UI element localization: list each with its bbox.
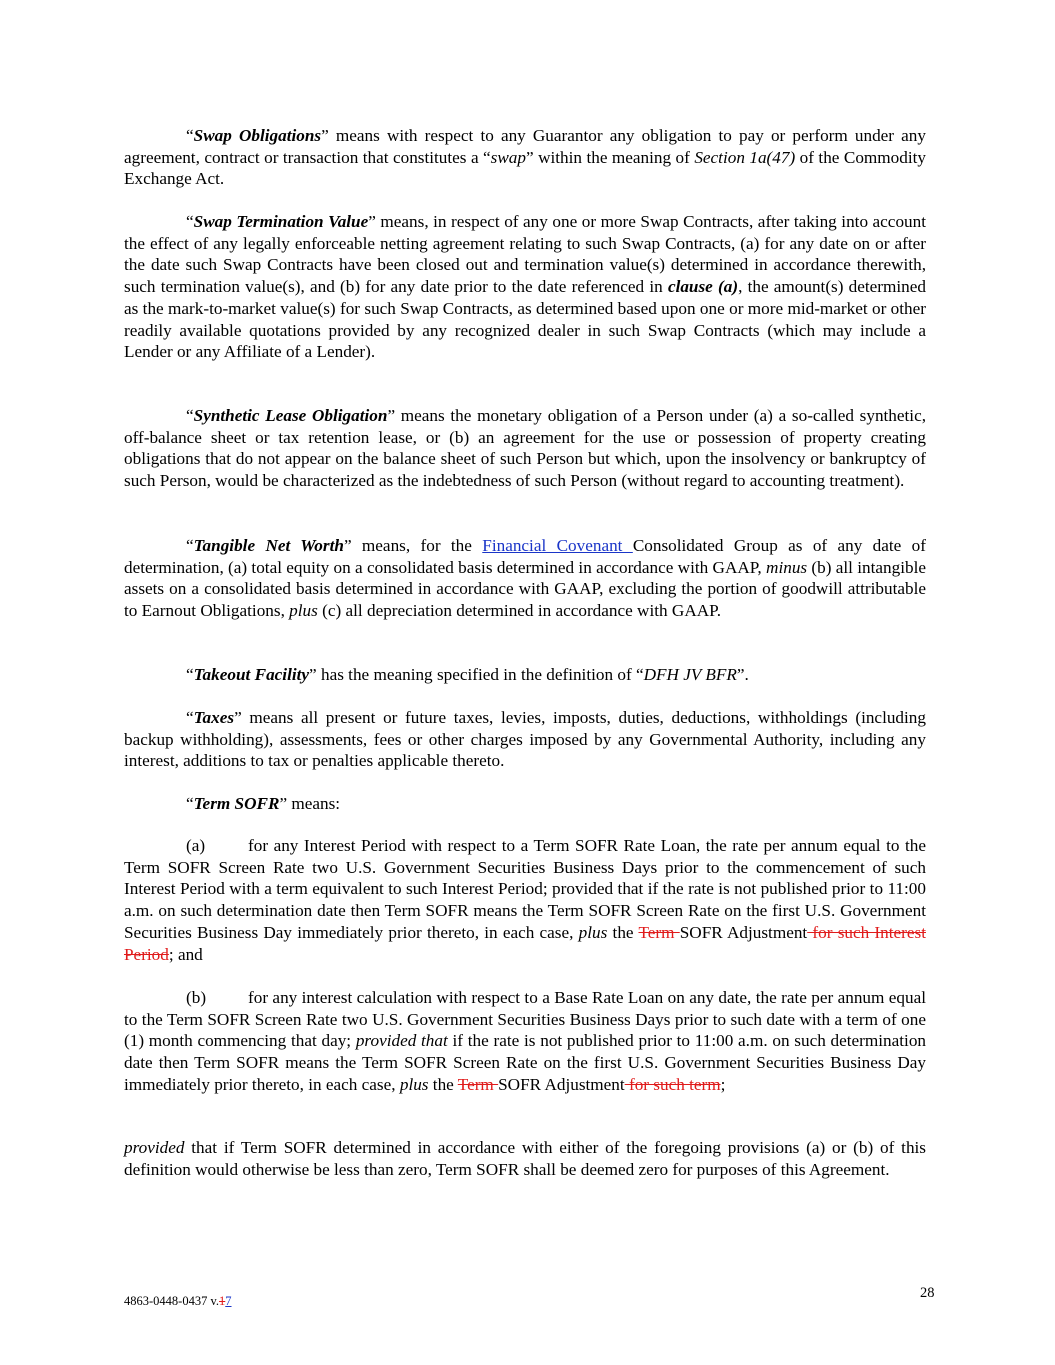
definition-text: (c) all depreciation determined in accordance with GAAP. [317,601,722,621]
definition-tangible-net-worth [124,535,926,622]
version-inserted: 7 [225,1294,232,1308]
deleted-text: Term [638,922,680,942]
definition-text: means all present or future taxes, levies, imposts, duties, deductions, withholdings (including backup withholding), assessments, fees or other charges imposed by any Governmental Authority, including any interest, additions to tax or penalties applicable thereto. [124,708,926,771]
version-deleted: 1 [219,1294,226,1308]
defined-term: Swap Obligations [193,126,322,145]
open-quote: “ [186,708,194,727]
definition-taxes [124,707,926,772]
close-quote: ” [234,708,242,727]
term-sofr-clause-b [124,987,926,1096]
definition-swap-obligations [124,125,926,190]
clause-label: (b) [186,988,207,1007]
definition-text: of the Commodity Exchange Act. [124,147,927,189]
defined-term: Takeout Facility [193,665,310,684]
clause-text: SOFR Adjustment [498,1074,625,1094]
plus-word: plus [289,601,318,621]
deleted-text: for such Interest Period [124,922,926,964]
doc-id-text: 4863-0448-0437 v. [124,1294,220,1308]
definition-text: means, in respect of any one or more Swap Contracts, after taking into account the effect of any legally enforceable netting agreement relating to such Swap Contracts, (a) for any date on or after the date such Swap Contracts have been closed out and termination value(s) determined in accordance therewith, such termination value(s), and (b) for any date prior to the date referenced in [124,212,926,297]
clause-label: (a) [186,836,206,855]
definition-text: means, for the [351,536,483,555]
open-quote: “ [186,794,194,813]
close-quote: ” [279,794,288,813]
clause-text: the [607,922,639,942]
definition-text: , the amount(s) determined as the mark-to-market value(s) for such Swap Contracts, as determined based upon one or more mid-market or other readily available quotations provided by any recognized dealer in such Swap Contracts (which may include a Lender or any Affiliate of a Lender). [124,277,926,362]
definition-text: means the monetary obligation of a Person under (a) a so-called synthetic, off-balance sheet or tax retention lease, or (b) an agreement for the use or possession of property creating obligations that do not appear on the balance sheet of such Person but which, upon the insolvency or bankruptcy of such Person, would be characterized as the indebtedness of such Person (without regard to accounting treatment). [124,406,927,491]
definition-text: means: [287,794,341,813]
provided-that: provided that [355,1031,448,1051]
close-quote: ” [387,406,396,425]
close-quote: ” [321,126,329,145]
definition-reference: DFH JV BFR [643,665,737,684]
definition-term-sofr [124,793,926,815]
definition-text: ”. [736,665,749,684]
clause-text: ; and [168,944,203,964]
definition-synthetic-lease-obligation [124,405,926,492]
term-sofr-clause-a [124,835,926,965]
open-quote: “ [186,536,194,555]
close-quote: ” [309,665,317,684]
definition-text: means with respect to any Guarantor any obligation to pay or perform under any agreement, contract or transaction that constitutes a “ [124,126,926,167]
deleted-text: Term [457,1074,499,1094]
section-reference: Section 1a(47) [694,147,796,167]
open-quote: “ [186,665,194,684]
minus-word: minus [766,557,808,577]
close-quote: ” [368,212,376,231]
definition-text: ” within the meaning of [526,147,695,167]
clause-text: if the rate is not published prior to 11:00 a.m. on such determination date then Term SOFR means the Term SOFR Screen Rate on the first U.S. Government Securities Business Day immediately prior thereto, in each case, [124,1031,927,1094]
definition-takeout-facility [124,664,926,686]
defined-term: Swap Termination Value [193,212,369,231]
defined-term: Tangible Net Worth [193,536,344,555]
close-quote: ” [343,536,352,555]
defined-term: Term SOFR [193,794,280,813]
clause-text: SOFR Adjustment [679,922,808,942]
document-id [124,1293,232,1309]
inserted-text: Financial Covenant [482,536,633,555]
defined-term: Synthetic Lease Obligation [193,406,388,425]
plus-word: plus [399,1074,429,1094]
definition-text: (b) all intangible assets on a consolidated basis determined in accordance with GAAP, excluding the portion of goodwill attributable to Earnout Obligations, [124,557,926,621]
term-sofr-proviso [124,1137,926,1180]
definition-text: Consolidated Group as of any date of determination, (a) total equity on a consolidated basis determined in accordance with GAAP, [124,536,926,577]
swap-term-ref: swap [490,147,526,167]
deleted-text: for such term [624,1074,721,1094]
definition-text: has the meaning specified in the definition of “ [316,665,644,684]
defined-term: Taxes [193,708,235,727]
open-quote: “ [186,126,194,145]
clause-reference: clause (a) [667,277,739,297]
provided-word: provided [124,1138,185,1157]
clause-text: ; [720,1074,726,1094]
clause-text: the [428,1074,458,1094]
plus-word: plus [578,922,608,942]
clause-text: for any Interest Period with respect to a Term SOFR Rate Loan, the rate per annum equal to the Term SOFR Screen Rate two U.S. Government Securities Business Days prior to the commencement of such Interest Period with a term equivalent to such Interest Period; provided that if the rate is not published prior to 11:00 a.m. on such determination date then Term SOFR means the Term SOFR Screen Rate on the first U.S. Government Securities Business Day immediately prior thereto, in each case, [124,836,926,942]
proviso-text: that if Term SOFR determined in accordance with either of the foregoing provisions (a) or (b) of this definition would otherwise be less than zero, Term SOFR shall be deemed zero for purposes of this Agreement. [124,1138,926,1179]
open-quote: “ [186,212,194,231]
open-quote: “ [186,406,194,425]
clause-text: for any interest calculation with respect to a Base Rate Loan on any date, the rate per annum equal to the Term SOFR Screen Rate two U.S. Government Securities Business Days prior to such date with a term of one (1) month commencing that day; [124,988,926,1051]
page-number: 28 [920,1285,935,1301]
definition-swap-termination-value [124,211,926,363]
